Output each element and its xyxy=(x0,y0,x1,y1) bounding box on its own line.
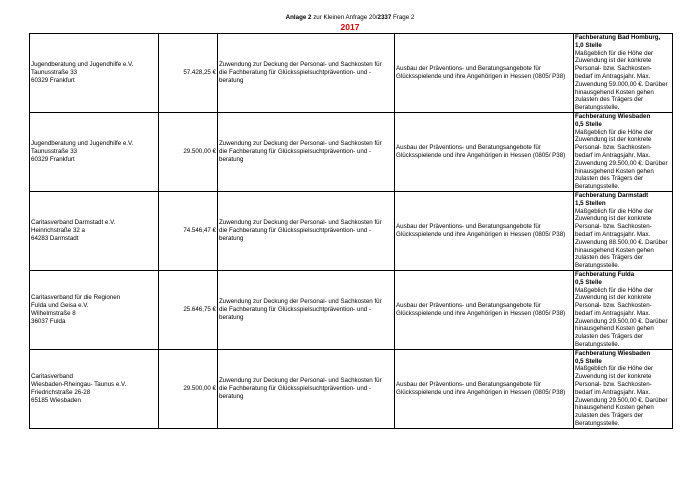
remarks-line: bedarf im Antragsjahr. Max. xyxy=(575,388,651,396)
remarks-title-line: Fachberatung Wiesbaden xyxy=(575,349,651,357)
purpose-cell xyxy=(218,270,395,349)
remarks-title-line: Fachberatung Fulda xyxy=(575,270,635,278)
organization-cell-line: 60329 Frankfurt xyxy=(31,76,75,84)
header-number: 2337 xyxy=(377,14,392,21)
measure-cell-line: Glücksspielende und ihre Angehörigen in Hessen (0805/ P38) xyxy=(396,388,566,396)
organization-cell-line: Wiesbaden-Rheingau- Taunus e.V. xyxy=(31,381,127,389)
purpose-cell xyxy=(218,191,395,270)
purpose-cell-line: Zuwendung zur Deckung der Personal- und Sachkosten für xyxy=(219,219,382,227)
remarks-line: Maßgeblich für die Höhe der xyxy=(575,128,654,136)
remarks-line: bedarf im Antragsjahr. Max. xyxy=(575,72,651,80)
organization-cell-line: 65185 Wiesbaden xyxy=(31,396,81,404)
organization-cell-line: Wilhelmstraße 8 xyxy=(31,309,76,317)
document-header xyxy=(0,14,700,22)
remarks-line: Zuwendung 29.500,00 €. Darüber xyxy=(575,317,668,325)
organization-cell xyxy=(30,191,159,270)
measure-cell-line: Ausbau der Präventions- und Beratungsangebote für xyxy=(396,302,541,310)
remarks-line: Beratungsstelle. xyxy=(575,262,620,270)
amount-cell: 74.546,47 € xyxy=(159,191,218,270)
remarks-line: bedarf im Antragsjahr. Max. xyxy=(575,151,651,159)
measure-cell xyxy=(395,34,574,113)
measure-cell-line: Glücksspielende und ihre Angehörigen in Hessen (0805/ P38) xyxy=(396,151,566,159)
remarks-line: Maßgeblich für die Höhe der xyxy=(575,49,654,57)
organization-cell-line: Taunusstraße 33 xyxy=(31,148,78,156)
remarks-line: Zuwendung 29.500,00 €. Darüber xyxy=(575,396,668,404)
organization-cell-line: 64283 Darmstadt xyxy=(31,234,79,242)
remarks-line: Beratungsstelle. xyxy=(575,104,620,112)
remarks-line: Zuwendung 29.500,00 €. Darüber xyxy=(575,159,668,167)
remarks-line: zulasten des Trägers der xyxy=(575,412,644,420)
remarks-line: Personal- bzw. Sachkosten- xyxy=(575,223,652,231)
table-row xyxy=(30,349,673,428)
organization-cell-line: 36037 Fulda xyxy=(31,317,66,325)
remarks-line: zulasten des Trägers der xyxy=(575,333,644,341)
remarks-line: Beratungsstelle. xyxy=(575,420,620,428)
organization-cell-line: Caritasverband Darmstadt e.V. xyxy=(31,219,116,227)
purpose-cell xyxy=(218,34,395,113)
remarks-title-line: Fachberatung Bad Homburg, xyxy=(575,34,661,41)
measure-cell-line: Ausbau der Präventions- und Beratungsangebote für xyxy=(396,144,541,152)
remarks-line: hinausgehend Kosten gehen xyxy=(575,246,654,254)
measure-cell xyxy=(395,112,574,191)
purpose-cell-line: beratung xyxy=(219,392,244,400)
remarks-line: Zuwendung ist der konkrete xyxy=(575,136,652,144)
remarks-line: Beratungsstelle. xyxy=(575,341,620,349)
remarks-cell xyxy=(574,112,673,191)
remarks-title-line: 0,5 Stelle xyxy=(575,120,602,128)
remarks-cell xyxy=(574,270,673,349)
organization-cell xyxy=(30,270,159,349)
measure-cell xyxy=(395,270,574,349)
purpose-cell-line: Zuwendung zur Deckung der Personal- und Sachkosten für xyxy=(219,140,382,148)
organization-cell-line: Jugendberatung und Jugendhilfe e.V. xyxy=(31,61,134,69)
organization-cell xyxy=(30,349,159,428)
table-row xyxy=(30,270,673,349)
remarks-cell xyxy=(574,349,673,428)
remarks-line: hinausgehend Kosten gehen xyxy=(575,88,654,96)
measure-cell xyxy=(395,349,574,428)
funding-table-body xyxy=(30,34,673,429)
year-heading: 2017 xyxy=(340,22,360,32)
measure-cell-line: Ausbau der Präventions- und Beratungsangebote für xyxy=(396,381,541,389)
remarks-line: zulasten des Trägers der xyxy=(575,254,644,262)
measure-cell-line: Glücksspielende und ihre Angehörigen in Hessen (0805/ P38) xyxy=(396,72,566,80)
remarks-line: zulasten des Trägers der xyxy=(575,175,644,183)
purpose-cell-line: die Fachberatung für Glücksspielsuchtprävention- und - xyxy=(219,305,372,313)
amount-cell: 29.500,00 € xyxy=(159,112,218,191)
organization-cell-line: Jugendberatung und Jugendhilfe e.V. xyxy=(31,140,134,148)
remarks-line: Zuwendung ist der konkrete xyxy=(575,373,652,381)
remarks-line: bedarf im Antragsjahr. Max. xyxy=(575,230,651,238)
remarks-line: Personal- bzw. Sachkosten- xyxy=(575,381,652,389)
table-row xyxy=(30,191,673,270)
remarks-title-line: Fachberatung Wiesbaden xyxy=(575,112,651,120)
remarks-title-line: 1,5 Stellen xyxy=(575,199,606,207)
remarks-line: hinausgehend Kosten gehen xyxy=(575,404,654,412)
purpose-cell-line: die Fachberatung für Glücksspielsuchtprävention- und - xyxy=(219,227,372,235)
remarks-line: Zuwendung ist der konkrete xyxy=(575,215,652,223)
remarks-cell xyxy=(574,34,673,113)
purpose-cell-line: die Fachberatung für Glücksspielsuchtprävention- und - xyxy=(219,69,372,77)
table-row xyxy=(30,112,673,191)
purpose-cell-line: beratung xyxy=(219,313,244,321)
remarks-line: zulasten des Trägers der xyxy=(575,96,644,104)
amount-cell: 57.428,25 € xyxy=(159,34,218,113)
purpose-cell-line: Zuwendung zur Deckung der Personal- und Sachkosten für xyxy=(219,298,382,306)
organization-cell-line: Caritasverband xyxy=(31,373,73,381)
organization-cell-line: Heinrichstraße 32 a xyxy=(31,227,85,235)
organization-cell-line: 60329 Frankfurt xyxy=(31,155,75,163)
purpose-cell xyxy=(218,112,395,191)
purpose-cell-line: beratung xyxy=(219,234,244,242)
purpose-cell-line: beratung xyxy=(219,76,244,84)
remarks-title-line: 0,5 Stelle xyxy=(575,278,602,286)
measure-cell-line: Glücksspielende und ihre Angehörigen in Hessen (0805/ P38) xyxy=(396,309,566,317)
measure-cell-line: Glücksspielende und ihre Angehörigen in Hessen (0805/ P38) xyxy=(396,230,566,238)
remarks-line: Zuwendung ist der konkrete xyxy=(575,57,652,65)
remarks-line: Zuwendung 59.000,00 €. Darüber xyxy=(575,80,668,88)
funding-table xyxy=(29,33,673,429)
purpose-cell-line: beratung xyxy=(219,155,244,163)
measure-cell-line: Ausbau der Präventions- und Beratungsangebote für xyxy=(396,65,541,73)
remarks-line: hinausgehend Kosten gehen xyxy=(575,325,654,333)
measure-cell xyxy=(395,191,574,270)
remarks-line: Zuwendung 88.500,00 €. Darüber xyxy=(575,238,668,246)
remarks-cell xyxy=(574,191,673,270)
organization-cell xyxy=(30,112,159,191)
amount-cell: 29.500,00 € xyxy=(159,349,218,428)
remarks-line: Personal- bzw. Sachkosten- xyxy=(575,65,652,73)
organization-cell-line: Caritasverband für die Regionen xyxy=(31,294,121,302)
organization-cell xyxy=(30,34,159,113)
purpose-cell-line: Zuwendung zur Deckung der Personal- und Sachkosten für xyxy=(219,61,382,69)
header-middle: zur Kleinen Anfrage 20/ xyxy=(311,14,378,21)
remarks-line: hinausgehend Kosten gehen xyxy=(575,167,654,175)
remarks-line: Personal- bzw. Sachkosten- xyxy=(575,144,652,152)
remarks-line: bedarf im Antragsjahr. Max. xyxy=(575,309,651,317)
organization-cell-line: Fulda und Geisa e.V. xyxy=(31,302,89,310)
organization-cell-line: Taunusstraße 33 xyxy=(31,69,78,77)
remarks-line: Maßgeblich für die Höhe der xyxy=(575,207,654,215)
purpose-cell xyxy=(218,349,395,428)
organization-cell-line: Friedrichstraße 26-28 xyxy=(31,388,91,396)
remarks-line: Personal- bzw. Sachkosten- xyxy=(575,302,652,310)
remarks-line: Beratungsstelle. xyxy=(575,183,620,191)
purpose-cell-line: die Fachberatung für Glücksspielsuchtprävention- und - xyxy=(219,148,372,156)
header-prefix: Anlage 2 xyxy=(285,14,312,21)
table-row xyxy=(30,34,673,113)
remarks-line: Maßgeblich für die Höhe der xyxy=(575,365,654,373)
purpose-cell-line: Zuwendung zur Deckung der Personal- und Sachkosten für xyxy=(219,377,382,385)
remarks-line: Zuwendung ist der konkrete xyxy=(575,294,652,302)
remarks-line: Maßgeblich für die Höhe der xyxy=(575,286,654,294)
purpose-cell-line: die Fachberatung für Glücksspielsuchtprävention- und - xyxy=(219,384,372,392)
remarks-title-line: 1,0 Stelle xyxy=(575,41,602,49)
remarks-title-line: Fachberatung Darmstadt xyxy=(575,191,649,199)
header-suffix: Frage 2 xyxy=(391,14,415,21)
remarks-title-line: 0,5 Stelle xyxy=(575,357,602,365)
measure-cell-line: Ausbau der Präventions- und Beratungsangebote für xyxy=(396,223,541,231)
amount-cell: 25.646,75 € xyxy=(159,270,218,349)
